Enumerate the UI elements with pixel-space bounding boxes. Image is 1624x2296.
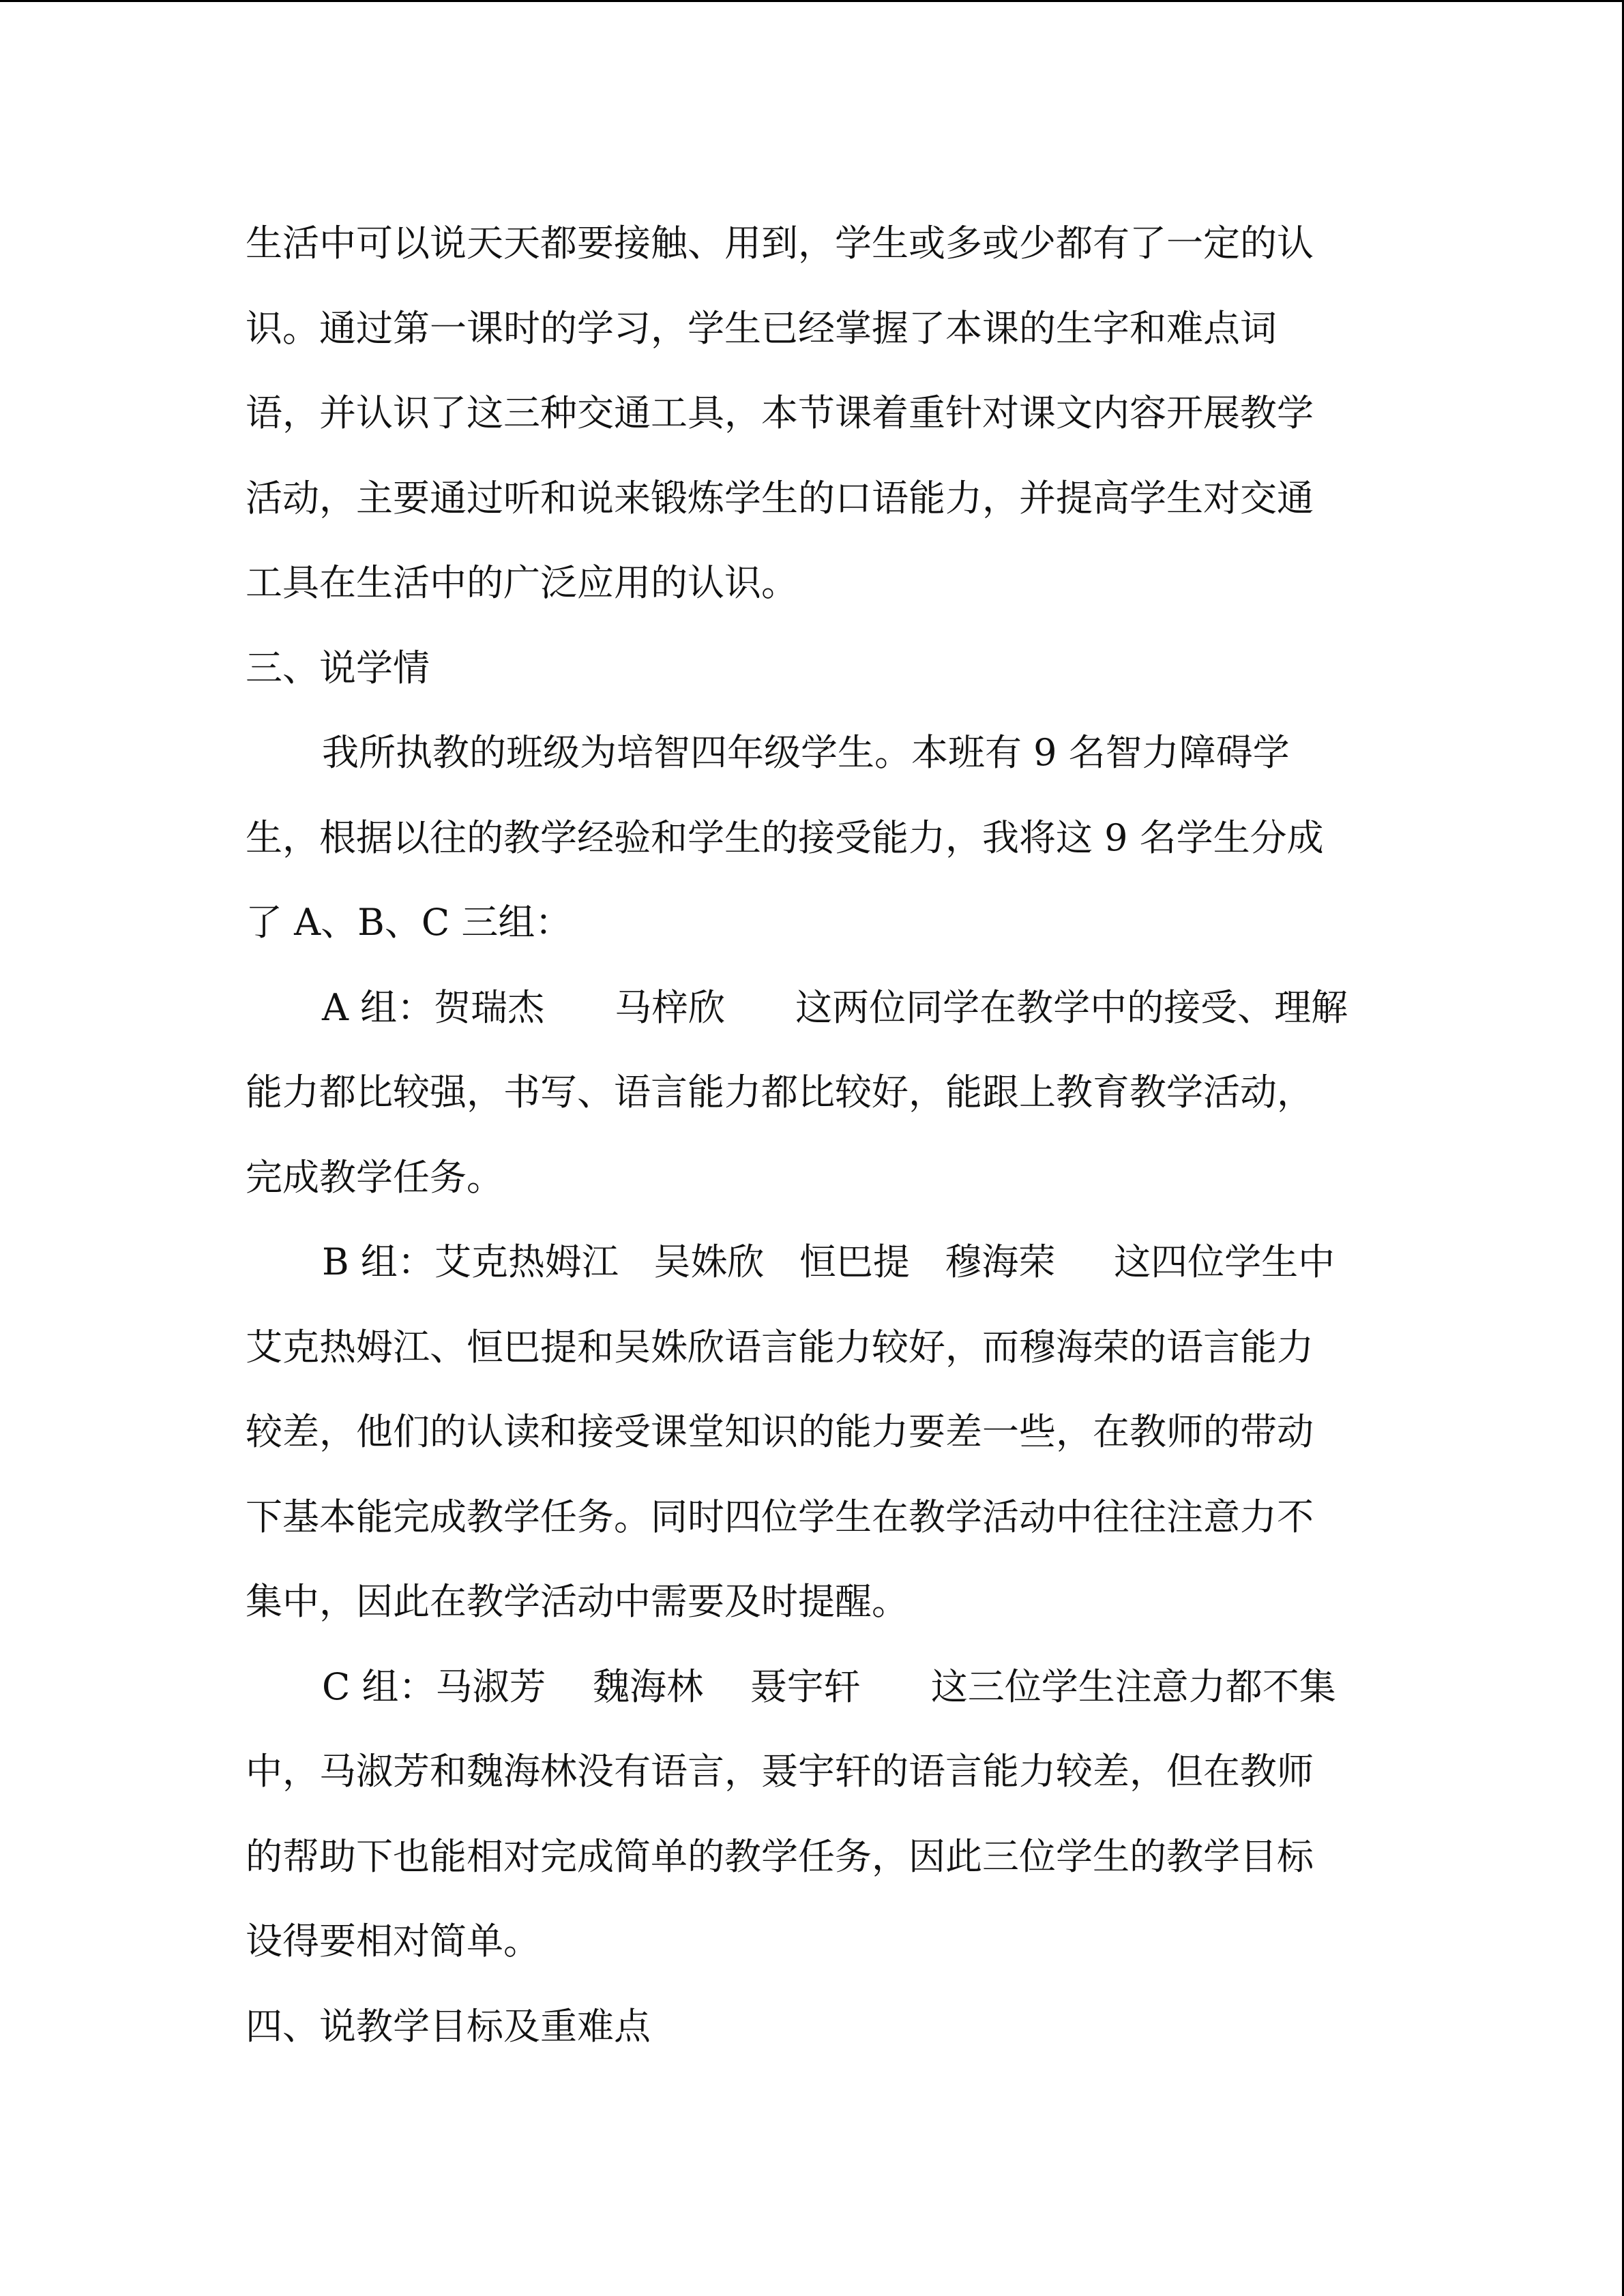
section-heading-4: 四、说教学目标及重难点 — [246, 2004, 651, 2048]
text-line: 中，马淑芳和魏海林没有语言，聂宇轩的语言能力较差，但在教师 — [246, 1750, 1314, 1793]
text-line: 活动，主要通过听和说来锻炼学生的口语能力，并提高学生对交通 — [246, 476, 1314, 520]
document-body — [246, 201, 1398, 2069]
text-line: 集中，因此在教学活动中需要及时提醒。 — [246, 1580, 909, 1623]
text-line: 我所执教的班级为培智四年级学生。本班有 9 名智力障碍学 — [322, 731, 1290, 774]
group-b-line: B 组：艾克热姆江 吴姝欣 恒巴提 穆海荣 这四位学生中 — [322, 1240, 1335, 1283]
text-line: 语，并认识了这三种交通工具，本节课着重针对课文内容开展教学 — [246, 391, 1314, 434]
text-line: 下基本能完成教学任务。同时四位学生在教学活动中往往注意力不 — [246, 1495, 1314, 1538]
group-c-line: C 组：马淑芳 魏海林 聂宇轩 这三位学生注意力都不集 — [322, 1665, 1336, 1708]
text-line: 生活中可以说天天都要接触、用到，学生或多或少都有了一定的认 — [246, 222, 1314, 265]
text-line: 艾克热姆江、恒巴提和吴姝欣语言能力较好，而穆海荣的语言能力 — [246, 1325, 1314, 1369]
text-line: 较差，他们的认读和接受课堂知识的能力要差一些，在教师的带动 — [246, 1410, 1314, 1453]
text-line: 生，根据以往的教学经验和学生的接受能力，我将这 9 名学生分成 — [246, 816, 1324, 859]
text-line: 设得要相对简单。 — [246, 1920, 540, 1963]
text-line: 完成教学任务。 — [246, 1155, 503, 1199]
group-a-line: A 组：贺瑞杰 马梓欣 这两位同学在教学中的接受、理解 — [322, 985, 1348, 1029]
text-line: 了 A、B、C 三组： — [246, 901, 572, 944]
text-line: 工具在生活中的广泛应用的认识。 — [246, 561, 798, 604]
text-line: 识。通过第一课时的学习，学生已经掌握了本课的生字和难点词 — [246, 306, 1277, 350]
text-line: 能力都比较强，书写、语言能力都比较好，能跟上教育教学活动， — [246, 1071, 1314, 1114]
text-line: 的帮助下也能相对完成简单的教学任务，因此三位学生的教学目标 — [246, 1834, 1314, 1878]
section-heading-3: 三、说学情 — [246, 646, 430, 689]
